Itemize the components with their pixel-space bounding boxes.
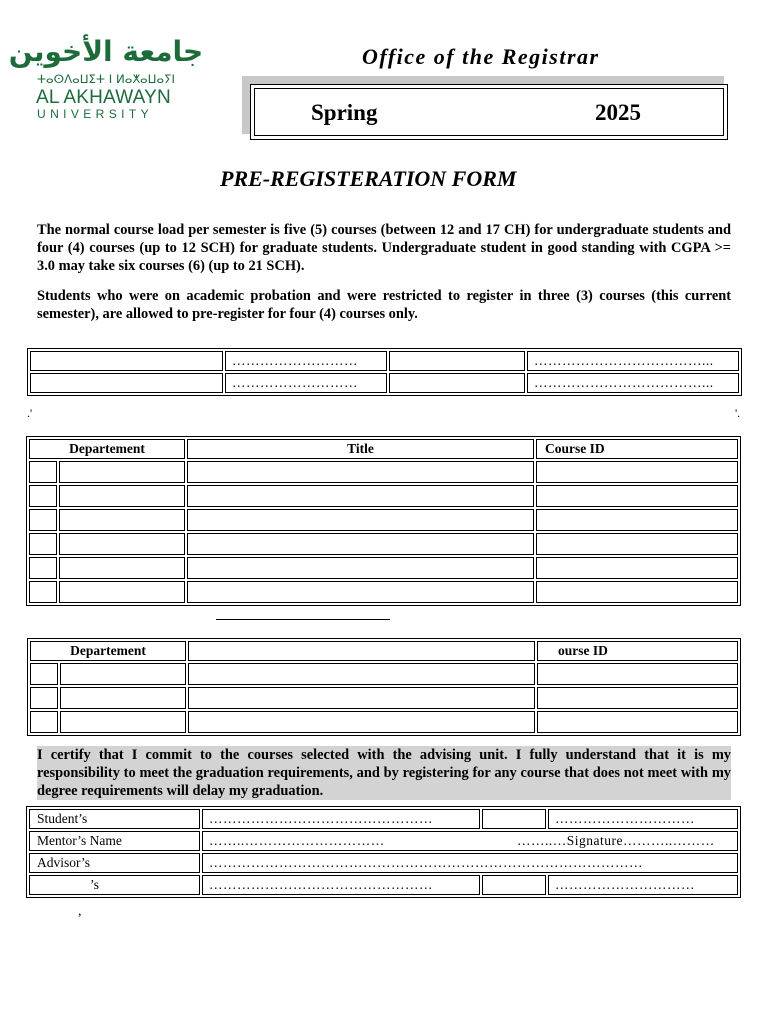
- title-cell[interactable]: [188, 687, 535, 709]
- header-course-id: ourse ID: [537, 641, 738, 661]
- department-cell[interactable]: [59, 557, 185, 579]
- title-cell[interactable]: [188, 711, 535, 733]
- course-id-cell[interactable]: [536, 461, 738, 483]
- student-id-field[interactable]: [482, 809, 546, 829]
- title-cell[interactable]: [187, 485, 534, 507]
- office-title: Office of the Registrar: [362, 44, 600, 69]
- extra-label: ’s: [29, 875, 200, 895]
- title-cell[interactable]: [187, 581, 534, 603]
- term-box: [250, 84, 728, 140]
- row-number-cell[interactable]: [29, 485, 57, 507]
- department-cell[interactable]: [59, 581, 185, 603]
- student-info-table: [27, 348, 742, 396]
- term-year: 2025: [595, 100, 641, 125]
- info-dots[interactable]: ………………………: [225, 373, 387, 393]
- stray-mark-right: '.: [735, 406, 741, 420]
- student-id-dots[interactable]: …………………………: [548, 809, 738, 829]
- header-course-id: Course ID: [536, 439, 738, 459]
- course-table-primary: [26, 436, 741, 606]
- info-dots[interactable]: ………………………………...: [527, 373, 739, 393]
- info-dots[interactable]: ………………………: [225, 351, 387, 371]
- logo-arabic-wordmark: [8, 34, 204, 68]
- extra-name-dots[interactable]: …………………………………………: [202, 875, 480, 895]
- department-cell[interactable]: [59, 485, 185, 507]
- stray-mark-left: .': [27, 406, 33, 420]
- row-number-cell[interactable]: [30, 687, 58, 709]
- mentor-name-dots[interactable]: ……..…………………………: [209, 833, 385, 848]
- section-underline: [216, 619, 390, 620]
- header-department: Departement: [30, 641, 186, 661]
- probation-paragraph: Students who were on academic probation and were restricted to register in three (3) courses (this current semester), are allowed to pre-register for four (4) courses only.: [37, 288, 731, 322]
- mentor-name-row[interactable]: [202, 831, 738, 851]
- info-field[interactable]: [389, 351, 525, 371]
- course-id-cell[interactable]: [537, 687, 738, 709]
- title-cell[interactable]: [187, 509, 534, 531]
- course-id-cell[interactable]: [536, 557, 738, 579]
- title-cell[interactable]: [188, 663, 535, 685]
- advisor-label: Advisor’s: [29, 853, 200, 873]
- extra-field[interactable]: [482, 875, 546, 895]
- header-title: Title: [187, 439, 534, 459]
- title-cell[interactable]: [187, 557, 534, 579]
- row-number-cell[interactable]: [29, 461, 57, 483]
- department-cell[interactable]: [59, 461, 185, 483]
- department-cell[interactable]: [60, 663, 186, 685]
- term-season: Spring: [311, 100, 378, 125]
- course-id-cell[interactable]: [536, 533, 738, 555]
- logo-arabic-text: جامعة الأخوين: [8, 35, 204, 68]
- trailing-mark: ,: [78, 904, 82, 919]
- title-cell[interactable]: [187, 461, 534, 483]
- extra-dots[interactable]: …………………………: [548, 875, 738, 895]
- course-table-alternate: [27, 638, 741, 736]
- title-cell[interactable]: [187, 533, 534, 555]
- header-department: Departement: [29, 439, 185, 459]
- signature-table: [26, 806, 741, 898]
- logo-tifinagh-wordmark: [37, 70, 175, 86]
- logo-subtitle: UNIVERSITY: [37, 107, 154, 121]
- row-number-cell[interactable]: [29, 557, 57, 579]
- course-id-cell[interactable]: [537, 663, 738, 685]
- department-cell[interactable]: [59, 533, 185, 555]
- student-name-dots[interactable]: …………………………………………: [202, 809, 480, 829]
- course-id-cell[interactable]: [536, 581, 738, 603]
- term-box-inner: [254, 88, 724, 136]
- row-number-cell[interactable]: [29, 581, 57, 603]
- certification-statement: I certify that I commit to the courses selected with the advising unit. I fully understand that it is my responsibility to meet the graduation requirements, and by registering for any course that does not meet with my degree requirements will delay my graduation.: [37, 747, 731, 799]
- department-cell[interactable]: [60, 711, 186, 733]
- course-load-paragraph: The normal course load per semester is five (5) courses (between 12 and 17 CH) for undergraduate students and four (4) courses (up to 12 SCH) for graduate students. Undergraduate student in good standing with CGPA >= 3.0 may take six courses (6) (up to 21 SCH).: [37, 222, 731, 274]
- department-cell[interactable]: [60, 687, 186, 709]
- mentor-signature[interactable]: ……..…Signature………..………: [517, 833, 715, 848]
- course-id-cell[interactable]: [536, 485, 738, 507]
- row-number-cell[interactable]: [30, 711, 58, 733]
- course-id-cell[interactable]: [537, 711, 738, 733]
- row-number-cell[interactable]: [30, 663, 58, 685]
- row-number-cell[interactable]: [29, 509, 57, 531]
- advisor-dots[interactable]: …………………………………………………………………………………: [202, 853, 738, 873]
- course-id-cell[interactable]: [536, 509, 738, 531]
- student-label: Student’s: [29, 809, 200, 829]
- header-title: [188, 641, 535, 661]
- info-dots[interactable]: ………………………………...: [527, 351, 739, 371]
- form-title: PRE-REGISTERATION FORM: [220, 166, 517, 191]
- department-cell[interactable]: [59, 509, 185, 531]
- info-field[interactable]: [389, 373, 525, 393]
- info-field[interactable]: [30, 373, 223, 393]
- mentor-label: Mentor’s Name: [29, 831, 200, 851]
- row-number-cell[interactable]: [29, 533, 57, 555]
- info-field[interactable]: [30, 351, 223, 371]
- logo-tifinagh-text: ⵜⴰⵙⴷⴰⵡⵉⵜ ⵏ ⵍⴰⵅⴰⵡⴰⵢⵏ: [37, 72, 175, 86]
- logo-name: AL AKHAWAYN: [36, 87, 171, 108]
